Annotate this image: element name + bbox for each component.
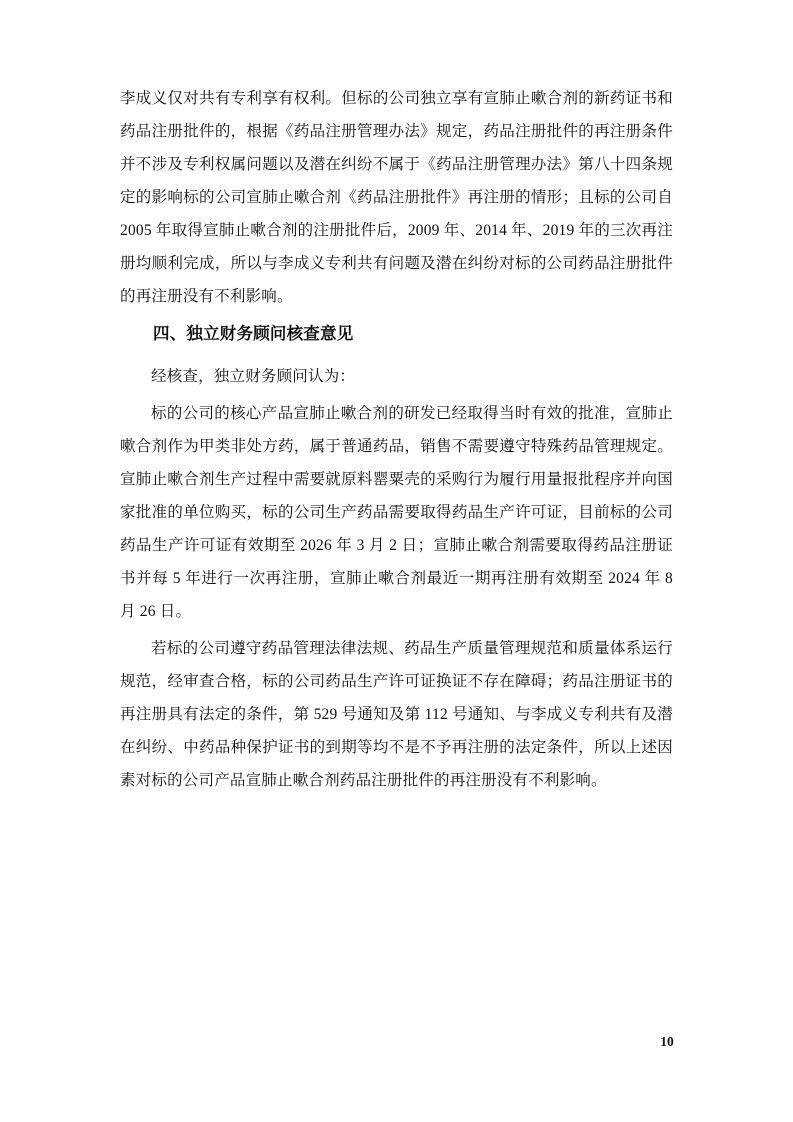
section-heading: 四、独立财务顾问核查意见 xyxy=(153,324,354,343)
document-body xyxy=(120,82,673,801)
paragraph-intro: 经核查，独立财务顾问认为： xyxy=(151,368,356,385)
paragraph-continuation: 李成义仅对共有专利享有权利。但标的公司独立享有宣肺止嗽合剂的新药证书和药品注册批件的，根据《药品注册管理办法》规定，药品注册批件的再注册条件并不涉及专利权属问题以及潜在纠纷不属于《药品注册管理办法》第八十四条规定的影响标的公司宣肺止嗽合剂《药品注册批件》再注册的情形；且标的公司自 2005 年取得宣肺止嗽合剂的注册批件后，2009 年、2014 年、2019 年的三次再注册均顺利完成，所以与李成义专利共有问题及潜在纠纷对标的公司药品注册批件的再注册没有不利影响。 xyxy=(120,90,673,305)
paragraph-conclusion: 若标的公司遵守药品管理法律法规、药品生产质量管理规范和质量体系运行规范，经审查合格，标的公司药品生产许可证换证不存在障碍；药品注册证书的再注册具有法定的条件，第 529 号通知及第 112 号通知、与李成义专利共有及潜在纠纷、中药品种保护证书的到期等均不是不予再注册的法定条件，所以上述因素对标的公司产品宣肺止嗽合剂药品注册批件的再注册没有不利影响。 xyxy=(120,640,673,789)
page-number: 10 xyxy=(660,1034,674,1049)
paragraph-approval-details: 标的公司的核心产品宣肺止嗽合剂的研发已经取得当时有效的批准，宣肺止嗽合剂作为甲类非处方药，属于普通药品，销售不需要遵守特殊药品管理规定。宣肺止嗽合剂生产过程中需要就原料罂粟壳的采购行为履行用量报批程序并向国家批准的单位购买，标的公司生产药品需要取得药品生产许可证，目前标的公司药品生产许可证有效期至 2026 年 3 月 2 日；宣肺止嗽合剂需要取得药品注册证书并每 5 年进行一次再注册，宣肺止嗽合剂最近一期再注册有效期至 2024 年 8 月 26 日。 xyxy=(120,405,673,620)
